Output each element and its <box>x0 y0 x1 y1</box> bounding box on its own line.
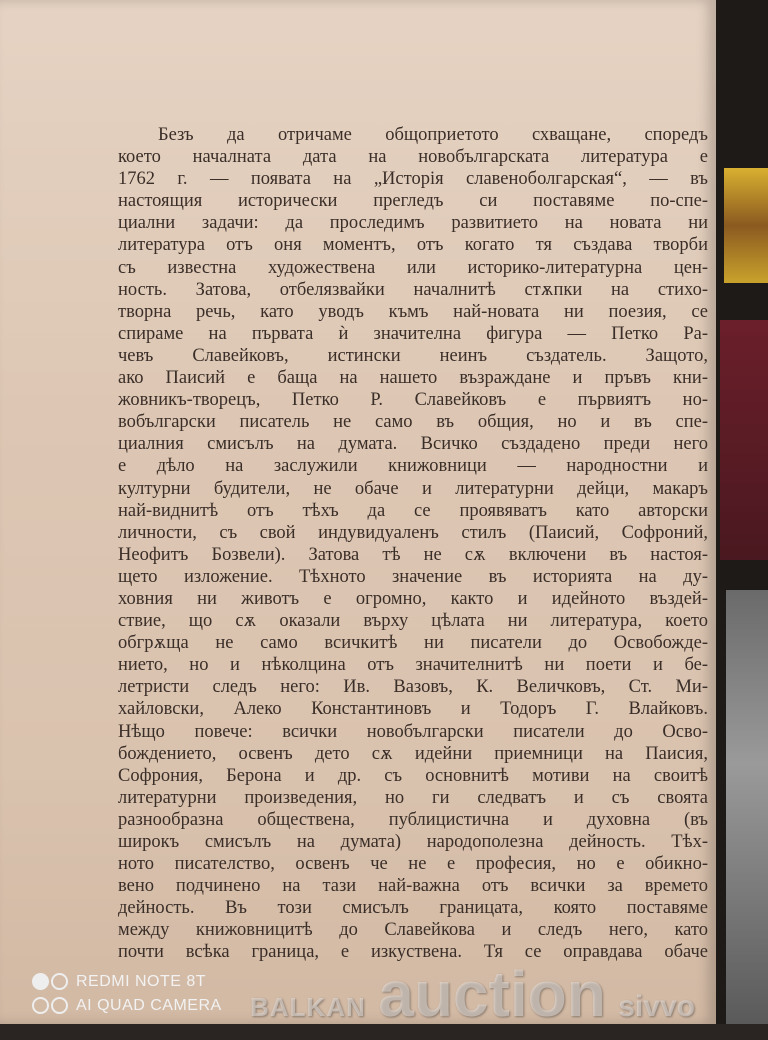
text-line: Неофитъ Бозвели). Затова тѣ не сѫ включени въ настоя- <box>118 544 708 565</box>
watermark-line: sivvo <box>618 990 695 1023</box>
text-line: ховния ни животъ е огромно, както и идейното въздей- <box>118 588 708 609</box>
text-line: литературни произведения, но ги следватъ и съ своята <box>118 787 708 808</box>
text-line: летристи следъ него: Ив. Вазовъ, К. Величковъ, Ст. Ми- <box>118 677 708 698</box>
text-line: личности, съ свой индувидуаленъ стилъ (Паисий, Софроний, <box>118 522 708 543</box>
background-objects <box>716 0 768 1024</box>
watermark-line: auction <box>378 958 606 1030</box>
camera-dots-icon <box>32 970 76 994</box>
text-line: ното писателство, освенъ че не е професия, но е обикно- <box>118 854 708 875</box>
text-line: творна речь, като уводъ къмъ най-новата ни поезия, се <box>118 301 708 322</box>
text-line: вено подчинено на тази най-важна отъ всички за времето <box>118 876 708 897</box>
text-line: Нѣщо повече: всички новобългарски писатели до Осво- <box>118 721 708 742</box>
text-line: жовникъ-творецъ, Петко Р. Славейковъ е първиятъ но- <box>118 390 708 411</box>
text-line: настоящия исторически прегледъ си поставяме по-спе- <box>118 191 708 212</box>
text-line: щето изложение. Тѣхното значение въ историята на ду- <box>118 566 708 587</box>
text-line: което началната дата на новобългарската литература е <box>118 147 708 168</box>
text-line: съ известна художествена или историко-литературна цен- <box>118 257 708 278</box>
camera-label: AI QUAD CAMERA <box>76 997 222 1014</box>
text-line: широкъ смисълъ на думата) народополезна дейность. Тѣх- <box>118 832 708 852</box>
text-line: Безъ да отричаме общоприетото схващане, споредъ <box>158 125 708 145</box>
watermark-line: BALKAN <box>250 992 366 1022</box>
text-line: обгрѫща не само всичкитѣ ни писатели до Освобожде- <box>118 633 708 654</box>
text-line: между книжовницитѣ до Славейкова и следъ него, като <box>118 920 708 941</box>
watermark-logo <box>250 958 703 1030</box>
text-line: хайловски, Алеко Константиновъ и Тодоръ Г. Влайковъ. <box>118 699 708 720</box>
text-line: чевъ Славейковъ, истински неинъ създатель. Защото, <box>118 345 708 366</box>
text-line: циалния смисълъ на думата. Всичко създадено преди него <box>118 434 708 455</box>
text-line: дейность. Въ този смисълъ границата, която поставяме <box>118 898 708 919</box>
text-line: Софрония, Берона и др. съ основнитѣ мотиви на своитѣ <box>118 765 708 786</box>
camera-model: REDMI NOTE 8T <box>76 973 207 990</box>
text-line: е дѣло на заслужили книжовници — народностни и <box>118 456 708 477</box>
text-line: разнообразна обществена, публицистична и духовна (въ <box>118 809 708 830</box>
camera-watermark <box>32 970 222 1018</box>
text-line: циални задачи: да проследимъ развитието на новата ни <box>118 213 708 234</box>
text-line: ако Паисий е баща на нашето възраждане и пръвъ кни- <box>118 368 708 389</box>
text-line: ность. Затова, отбелязвайки началнитѣ стѫпки на стихо- <box>118 279 708 300</box>
text-line: културни будители, не обаче и литературни дейци, макаръ <box>118 478 708 499</box>
text-line: спираме на първата ѝ значителна фигура — Петко Ра- <box>118 323 708 344</box>
text-line: вобългарски писатель не само въ общия, но и въ спе- <box>118 412 708 433</box>
text-line: най-виднитѣ отъ тѣхъ да се проявяватъ като авторски <box>118 500 708 521</box>
text-line: ствие, що сѫ оказали върху цѣлата ни литература, което <box>118 611 708 632</box>
text-line: литература отъ оня моментъ, отъ когато тя създава творби <box>118 235 708 256</box>
text-line: бождението, освенъ дето сѫ идейни приемници на Паисия, <box>118 743 708 764</box>
text-line: 1762 г. — появата на „Исторія славеноболгарская“, — въ <box>118 169 708 190</box>
text-line: нието, но и нѣколцина отъ значителнитѣ ни поети и бе- <box>118 655 708 676</box>
text-line: почти всѣка граница, е изкуствена. Тя се оправдава обаче <box>118 942 708 963</box>
page-text <box>118 124 708 964</box>
camera-infinity-icon <box>32 994 76 1018</box>
